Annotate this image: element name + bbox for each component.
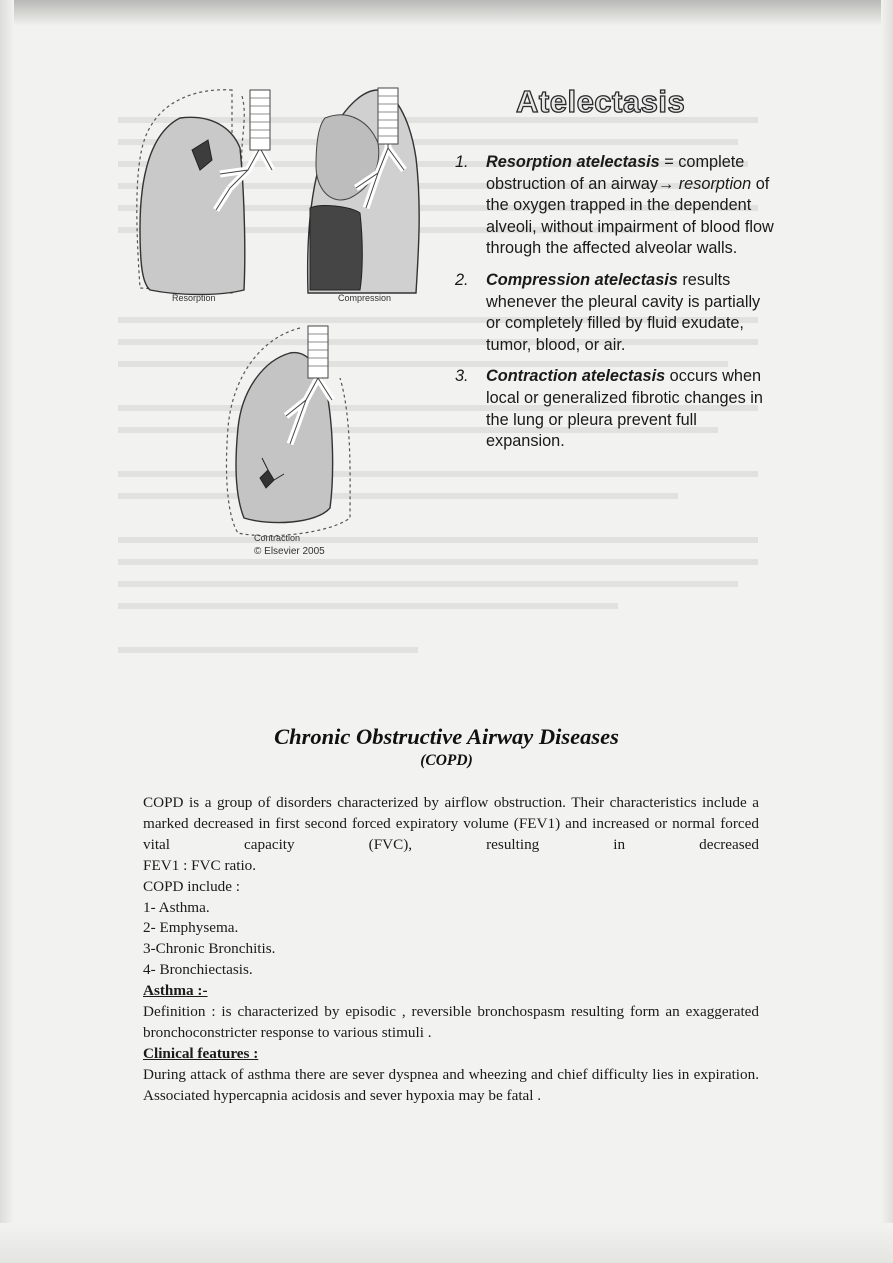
copd-title: Chronic Obstructive Airway Diseases xyxy=(274,724,619,749)
caption-contraction: Contraction xyxy=(254,533,301,543)
clinical-features-heading: Clinical features : xyxy=(143,1044,259,1062)
item-body: results whenever the pleural cavity is partially or completely filled by fluid exudate, tumor, blood, or air. xyxy=(486,270,761,354)
copd-subtitle: (COPD) xyxy=(420,752,473,769)
caption-compression: Compression xyxy=(338,293,392,303)
clinical-features-text: During attack of asthma there are sever dyspnea and wheezing and chief difficulty lies in expiration. Associated hypercapnia acidosis and sever hypoxia may be fatal . xyxy=(143,1065,759,1104)
copd-include-item: 1- Asthma. xyxy=(143,898,210,916)
atelectasis-item-compression xyxy=(455,270,775,356)
scan-edge-top xyxy=(0,0,893,26)
item-number: 2. xyxy=(455,270,469,289)
atelectasis-item-resorption xyxy=(455,152,775,260)
copd-include-label: COPD include : xyxy=(143,877,241,895)
scan-edge-bottom xyxy=(0,1223,893,1263)
item-text xyxy=(486,270,775,356)
caption-resorption: Resorption xyxy=(172,293,216,303)
item-text xyxy=(486,152,775,260)
item-number: 3. xyxy=(455,367,469,386)
atelectasis-title: Atelectasis xyxy=(516,84,686,119)
item-body-rest: of the oxygen trapped in the dependent alveoli, without impairment of blood flow through the affected alveolar walls. xyxy=(486,174,774,258)
copd-intro: COPD is a group of disorders characterized by airflow obstruction. Their characteristics include a marked decreased in first second forced expiratory volume (FEV1) and increased or normal forced vital capacity (FVC), resulting in decreased xyxy=(143,794,759,853)
item-emphasis: resorption xyxy=(678,174,752,193)
atelectasis-list xyxy=(455,152,775,463)
item-body: = complete obstruction of an airway→ xyxy=(486,153,745,193)
atelectasis-figure xyxy=(120,78,450,578)
caption-copyright: © Elsevier 2005 xyxy=(254,546,325,557)
asthma-heading: Asthma :- xyxy=(143,982,208,1000)
item-number: 1. xyxy=(455,153,469,171)
copd-include-item: 3-Chronic Bronchitis. xyxy=(143,940,276,958)
item-body: occurs when local or generalized fibrotic changes in the lung or pleura prevent full expansion. xyxy=(486,367,763,451)
scan-edge-right xyxy=(881,0,893,1263)
item-text xyxy=(486,366,775,452)
item-term: Compression atelectasis xyxy=(486,270,678,289)
compression-lung-drawing xyxy=(308,88,420,293)
item-term: Resorption atelectasis xyxy=(486,153,660,171)
copd-include-item: 4- Bronchiectasis. xyxy=(143,961,253,979)
lung-diagrams xyxy=(120,78,450,578)
copd-body xyxy=(143,793,759,1107)
asthma-definition: Definition : is characterized by episodic , reversible bronchospasm resulting form an exaggerated bronchoconstricter response to various stimuli . xyxy=(143,1003,759,1041)
item-term: Contraction atelectasis xyxy=(486,367,666,386)
copd-include-item: 2- Emphysema. xyxy=(143,919,239,937)
resorption-lung-drawing xyxy=(137,90,272,295)
contraction-lung-drawing xyxy=(226,326,350,536)
copd-intro-end: FEV1 : FVC ratio. xyxy=(143,856,257,874)
scan-edge-left xyxy=(0,0,14,1263)
atelectasis-item-contraction xyxy=(455,366,775,452)
